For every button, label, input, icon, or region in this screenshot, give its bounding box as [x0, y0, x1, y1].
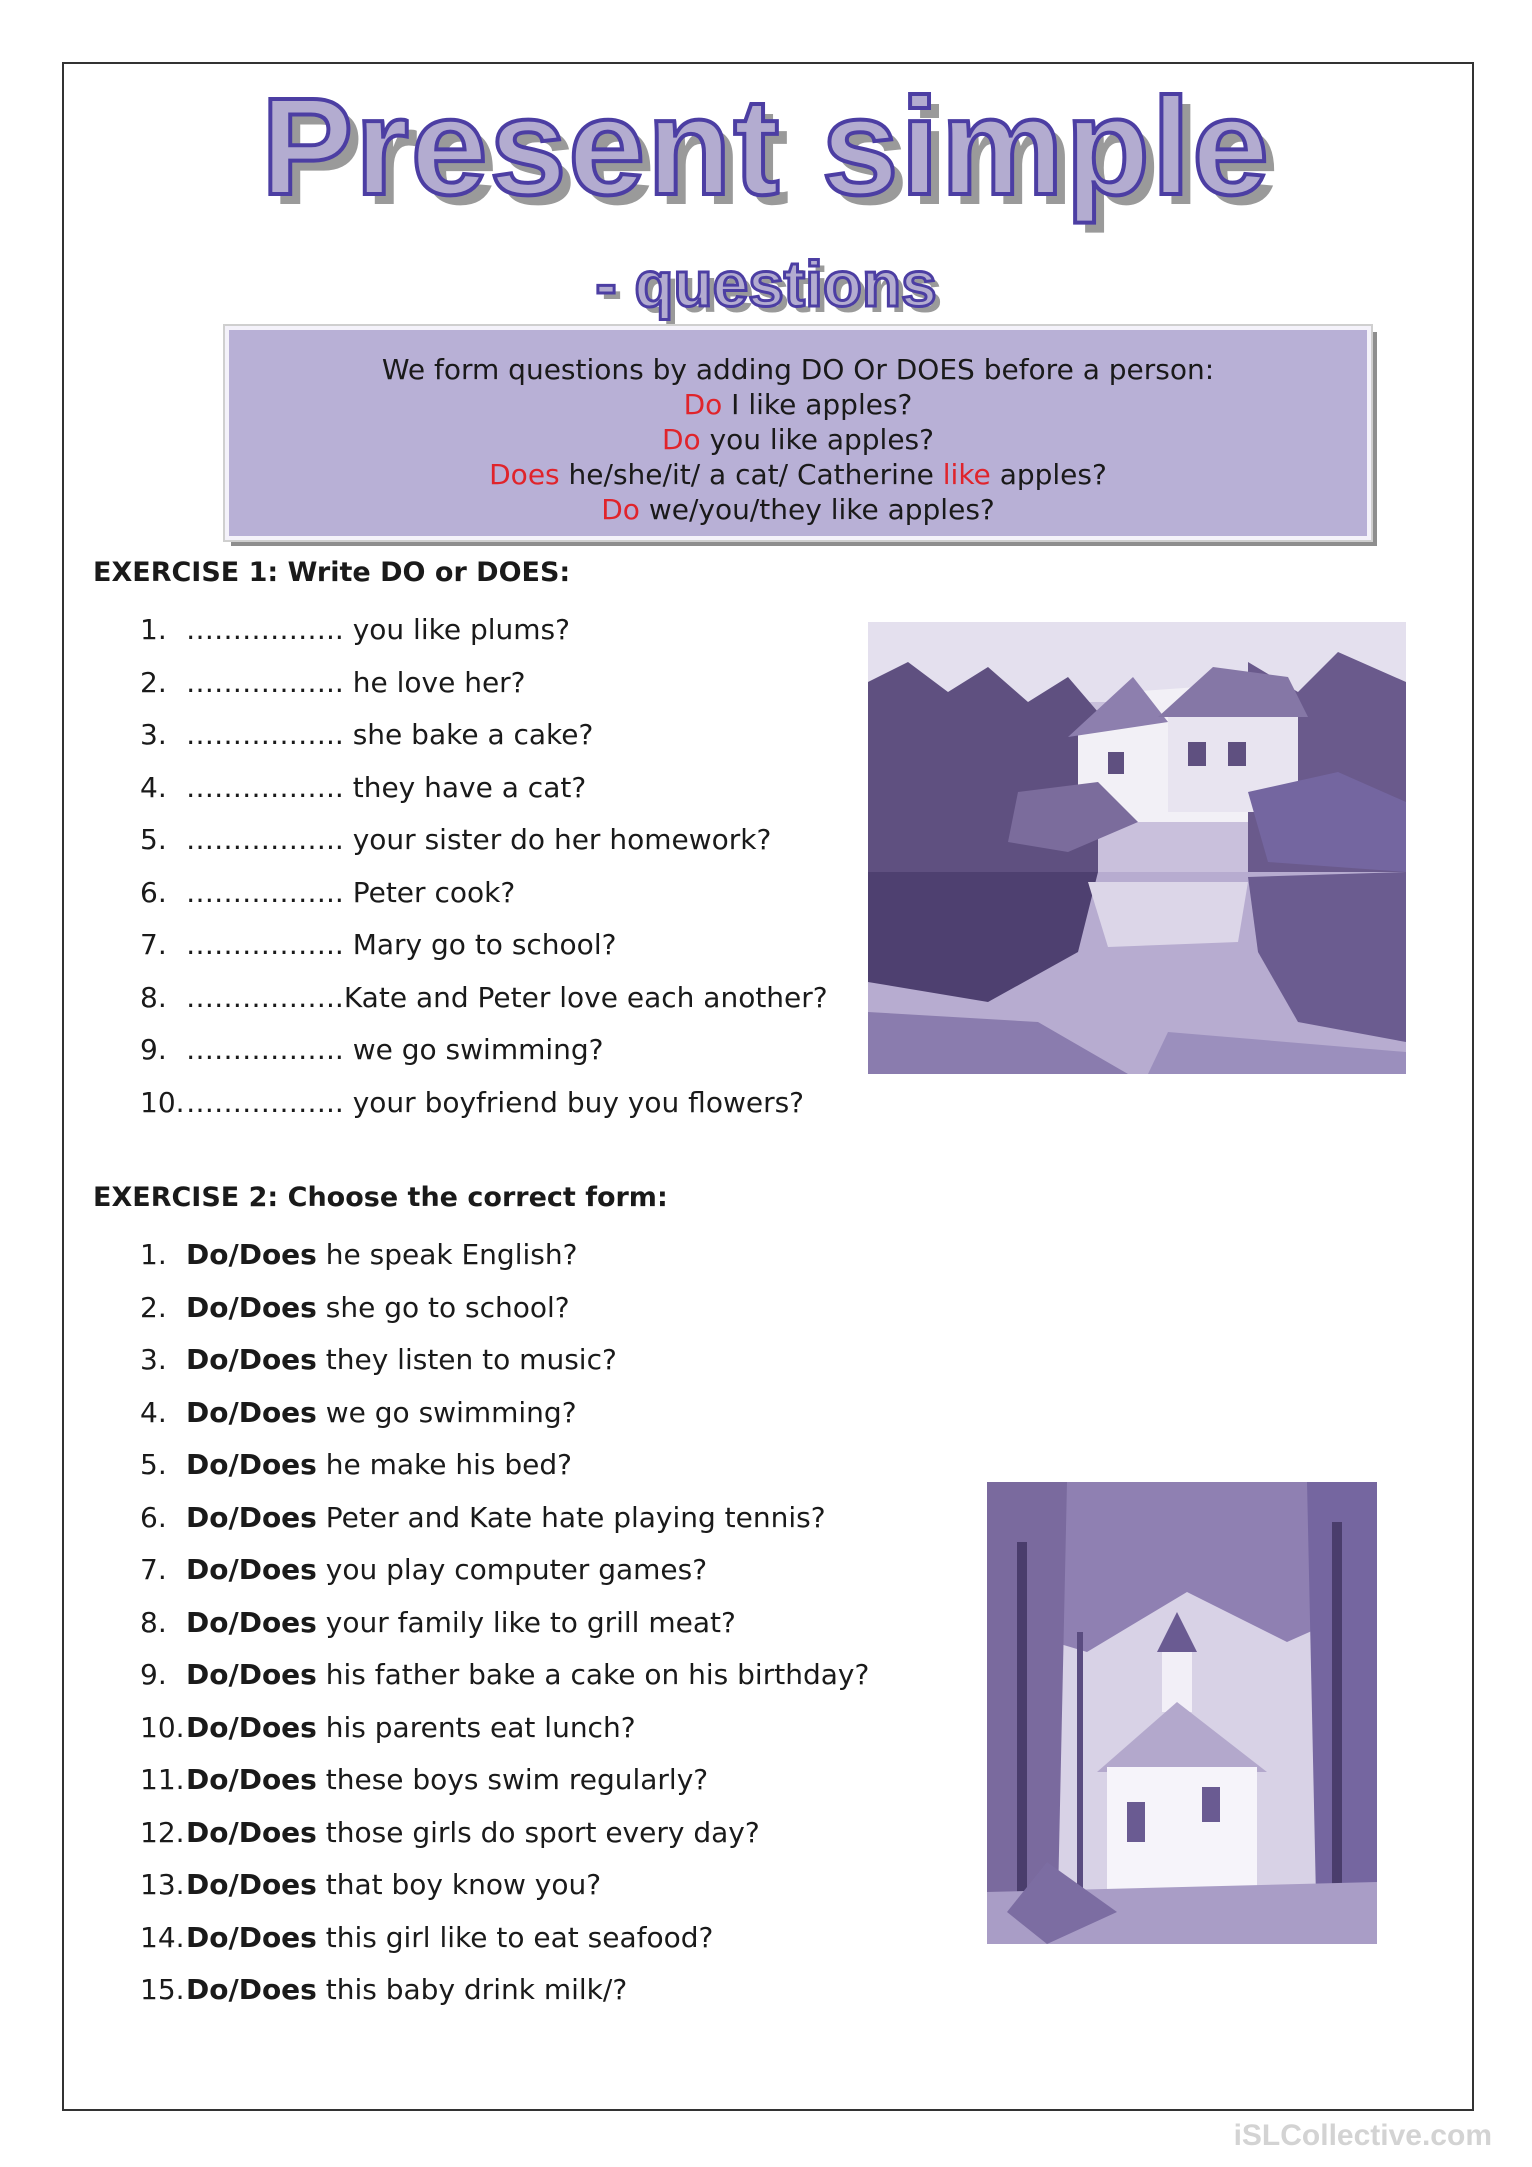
- grammar-rule-box: [225, 326, 1371, 540]
- exercise-2-item: [140, 1649, 869, 1702]
- item-number: 1.: [140, 613, 167, 646]
- choice-options[interactable]: Do/Does: [186, 1500, 317, 1534]
- rule-example: [229, 387, 1367, 422]
- answer-blank[interactable]: ……………..: [186, 928, 344, 961]
- item-number: 7.: [140, 928, 167, 961]
- exercise-1-item: [140, 604, 828, 657]
- rule-rest: I like apples?: [722, 388, 913, 421]
- item-text: this girl like to eat seafood?: [316, 1920, 714, 1954]
- choice-options[interactable]: Do/Does: [186, 1920, 317, 1954]
- choice-options[interactable]: Do/Does: [186, 1973, 317, 2006]
- choice-options[interactable]: Do/Does: [186, 1448, 317, 1481]
- exercise-2-item: [140, 1439, 869, 1492]
- item-text: your family like to grill meat?: [316, 1605, 736, 1639]
- choice-options[interactable]: Do/Does: [186, 1343, 317, 1376]
- answer-blank[interactable]: ……………..: [186, 875, 344, 909]
- exercise-1-item: [140, 867, 828, 920]
- rule-auxiliary: Do: [661, 423, 701, 456]
- exercise-2-item: [140, 1754, 869, 1807]
- exercise-2-item: [140, 1229, 869, 1282]
- exercise-2-item: [140, 1387, 869, 1440]
- item-number: 14.: [140, 1920, 185, 1954]
- item-number: 9.: [140, 1033, 167, 1066]
- item-text: Peter and Kate hate playing tennis?: [316, 1500, 826, 1534]
- rule-auxiliary: Do: [683, 388, 723, 421]
- item-number: 8.: [140, 1605, 167, 1639]
- item-number: 13.: [140, 1868, 185, 1901]
- house-lake-picture: [868, 622, 1406, 1074]
- exercise-1-item: [140, 1077, 828, 1130]
- item-text: we go swimming?: [316, 1395, 577, 1429]
- rule-verb: like: [942, 458, 991, 491]
- exercise-1-item: [140, 709, 828, 762]
- item-number: 5.: [140, 1448, 167, 1481]
- choice-options[interactable]: Do/Does: [186, 1238, 317, 1271]
- item-number: 4.: [140, 1395, 167, 1429]
- item-text: Peter cook?: [343, 875, 516, 909]
- rule-rest: we/you/they like apples?: [639, 493, 995, 526]
- item-number: 2.: [140, 1290, 167, 1324]
- item-number: 6.: [140, 875, 167, 909]
- answer-blank[interactable]: ……………..: [186, 665, 344, 699]
- item-number: 8.: [140, 980, 167, 1014]
- item-number: 7.: [140, 1553, 167, 1586]
- rule-rest: you like apples?: [700, 423, 934, 456]
- answer-blank[interactable]: ……………..: [186, 613, 344, 646]
- exercise-2-item: [140, 1492, 869, 1545]
- item-text: Kate and Peter love each another?: [343, 980, 828, 1014]
- exercise-1-list: [140, 604, 828, 1129]
- item-text: they have a cat?: [343, 770, 587, 804]
- item-number: 1.: [140, 1238, 167, 1271]
- exercise-2-item: [140, 1334, 869, 1387]
- item-text: your boyfriend buy you flowers?: [343, 1085, 805, 1119]
- choice-options[interactable]: Do/Does: [186, 1815, 317, 1849]
- choice-options[interactable]: Do/Does: [186, 1553, 317, 1586]
- exercise-2-item: [140, 1702, 869, 1755]
- item-number: 9.: [140, 1658, 167, 1691]
- exercise-2-item: [140, 1964, 869, 2017]
- item-text: his parents eat lunch?: [316, 1710, 636, 1744]
- watermark: iSLCollective.com: [1233, 2119, 1492, 2152]
- item-text: you play computer games?: [316, 1553, 708, 1586]
- exercise-1-item: [140, 972, 828, 1025]
- item-text: they listen to music?: [316, 1343, 617, 1376]
- answer-blank[interactable]: ……………..: [186, 1085, 344, 1119]
- exercise-1-item: [140, 657, 828, 710]
- exercise-1-item: [140, 919, 828, 972]
- item-text: this baby drink milk/?: [316, 1973, 628, 2006]
- item-text: you like plums?: [343, 613, 570, 646]
- item-text: his father bake a cake on his birthday?: [316, 1658, 870, 1691]
- choice-options[interactable]: Do/Does: [186, 1605, 317, 1639]
- exercise-1-item: [140, 814, 828, 867]
- item-number: 3.: [140, 718, 167, 751]
- exercise-2-heading: EXERCISE 2: Choose the correct form:: [93, 1182, 668, 1213]
- exercise-2-list: [140, 1229, 869, 2017]
- item-text: these boys swim regularly?: [316, 1763, 709, 1796]
- exercise-1-item: [140, 1024, 828, 1077]
- answer-blank[interactable]: ……………..: [186, 718, 344, 751]
- exercise-1-item: [140, 762, 828, 815]
- rule-rest: apples?: [990, 458, 1107, 491]
- item-text: she go to school?: [316, 1290, 570, 1324]
- item-number: 11.: [140, 1763, 185, 1796]
- choice-options[interactable]: Do/Does: [186, 1658, 317, 1691]
- answer-blank[interactable]: ……………..: [186, 980, 344, 1014]
- item-text: she bake a cake?: [343, 718, 594, 751]
- answer-blank[interactable]: ……………..: [186, 770, 344, 804]
- item-number: 2.: [140, 665, 167, 699]
- item-number: 6.: [140, 1500, 167, 1534]
- page-subtitle: - questions: [595, 248, 937, 320]
- answer-blank[interactable]: ……………..: [186, 823, 344, 856]
- item-number: 5.: [140, 823, 167, 856]
- exercise-2-item: [140, 1597, 869, 1650]
- exercise-2-item: [140, 1859, 869, 1912]
- item-number: 15.: [140, 1973, 185, 2006]
- choice-options[interactable]: Do/Does: [186, 1710, 317, 1744]
- item-text: that boy know you?: [316, 1868, 602, 1901]
- item-number: 10.: [140, 1710, 185, 1744]
- item-number: 12.: [140, 1815, 185, 1849]
- item-text: he speak English?: [316, 1238, 578, 1271]
- choice-options[interactable]: Do/Does: [186, 1763, 317, 1796]
- item-text: those girls do sport every day?: [316, 1815, 760, 1849]
- item-text: he love her?: [343, 665, 526, 699]
- rule-middle: he/she/it/ a cat/ Catherine: [559, 458, 943, 491]
- rule-example: [229, 492, 1367, 527]
- item-number: 3.: [140, 1343, 167, 1376]
- rule-auxiliary: Does: [489, 458, 560, 491]
- item-text: he make his bed?: [316, 1448, 573, 1481]
- rule-auxiliary: Do: [601, 493, 640, 526]
- item-number: 10.: [140, 1085, 185, 1119]
- exercise-1-heading: EXERCISE 1: Write DO or DOES:: [93, 557, 571, 588]
- chapel-picture: [987, 1482, 1377, 1944]
- rule-intro: We form questions by adding DO Or DOES before a person:: [381, 353, 1215, 386]
- choice-options[interactable]: Do/Does: [186, 1868, 317, 1901]
- exercise-2-item: [140, 1912, 869, 1965]
- item-number: 4.: [140, 770, 167, 804]
- exercise-2-item: [140, 1544, 869, 1597]
- item-text: your sister do her homework?: [343, 823, 772, 856]
- item-text: Mary go to school?: [343, 928, 617, 961]
- exercise-2-item: [140, 1807, 869, 1860]
- choice-options[interactable]: Do/Does: [186, 1395, 317, 1429]
- choice-options[interactable]: Do/Does: [186, 1290, 317, 1324]
- exercise-2-item: [140, 1282, 869, 1335]
- answer-blank[interactable]: ……………..: [186, 1033, 344, 1066]
- page-title: Present simple: [261, 70, 1271, 224]
- item-text: we go swimming?: [343, 1033, 604, 1066]
- rule-example: [229, 422, 1367, 457]
- rule-example: [229, 457, 1367, 492]
